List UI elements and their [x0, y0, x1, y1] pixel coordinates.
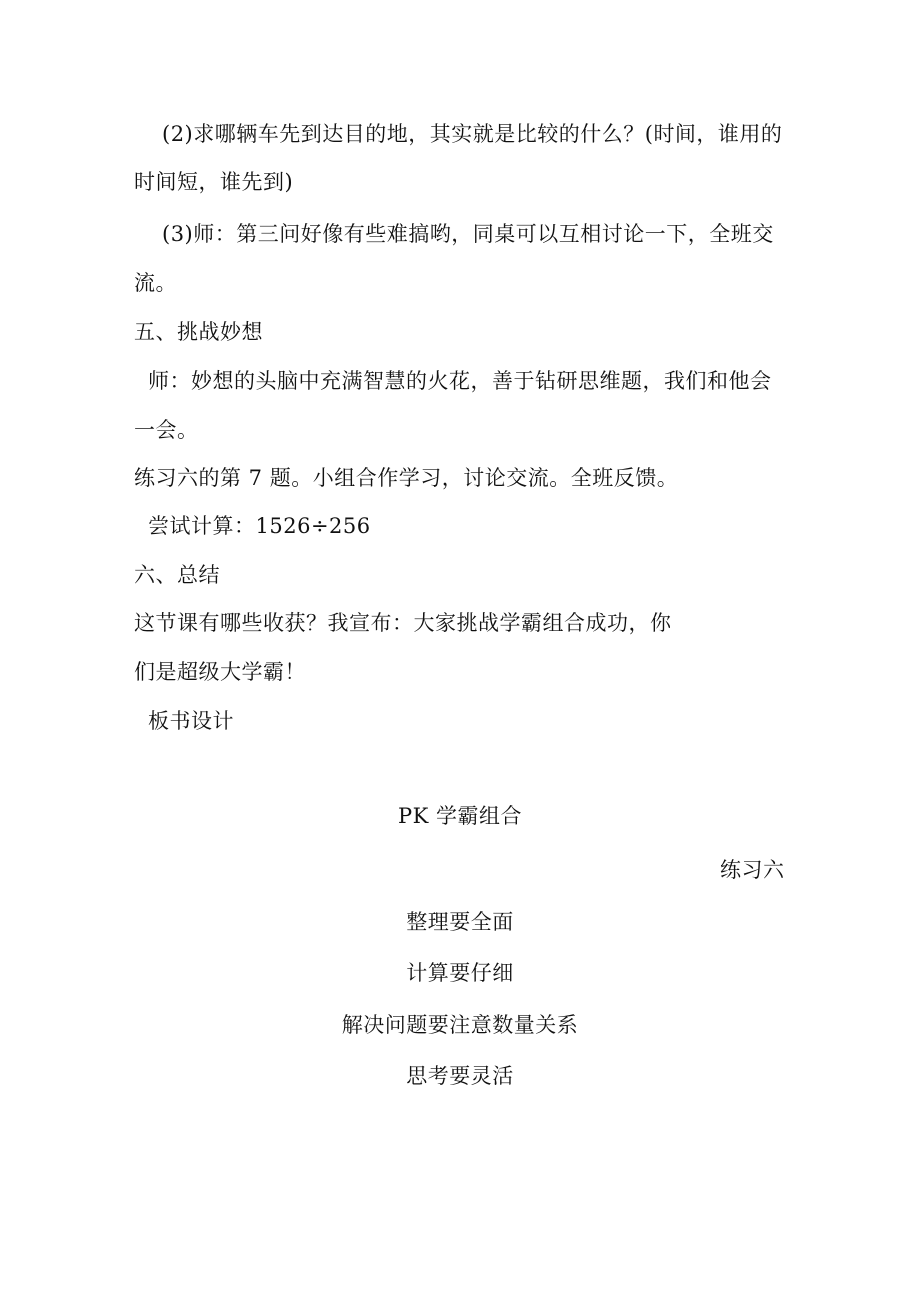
paragraph-line: 流。 — [134, 271, 177, 295]
board-item: 计算要仔细 — [406, 961, 514, 985]
section-heading: 六、总结 — [134, 563, 220, 587]
paragraph-line: 练习六的第 7 题。小组合作学习，讨论交流。全班反馈。 — [134, 466, 679, 490]
board-item: 思考要灵活 — [406, 1064, 514, 1088]
paragraph-line: 们是超级大学霸！ — [134, 660, 306, 684]
section-heading: 五、挑战妙想 — [134, 320, 263, 344]
paragraph-line: 时间短，谁先到) — [134, 170, 294, 194]
board-item: 解决问题要注意数量关系 — [341, 1013, 579, 1037]
paragraph-line: 尝试计算：1526÷256 — [148, 514, 371, 538]
paragraph-line: (3)师：第三问好像有些难搞哟，同桌可以互相讨论一下，全班交 — [162, 222, 774, 246]
board-item: 整理要全面 — [406, 910, 514, 934]
paragraph-line: 一会。 — [134, 418, 199, 442]
paragraph-line: (2)求哪辆车先到达目的地，其实就是比较的什么？(时间，谁用的 — [162, 122, 783, 146]
paragraph-line: 师：妙想的头脑中充满智慧的火花，善于钻研思维题，我们和他会 — [148, 369, 772, 393]
board-title: PK 学霸组合 — [398, 804, 522, 828]
board-subtitle: 练习六 — [720, 858, 785, 882]
paragraph-line: 板书设计 — [148, 709, 234, 733]
paragraph-line: 这节课有哪些收获？我宣布：大家挑战学霸组合成功，你 — [134, 611, 672, 635]
